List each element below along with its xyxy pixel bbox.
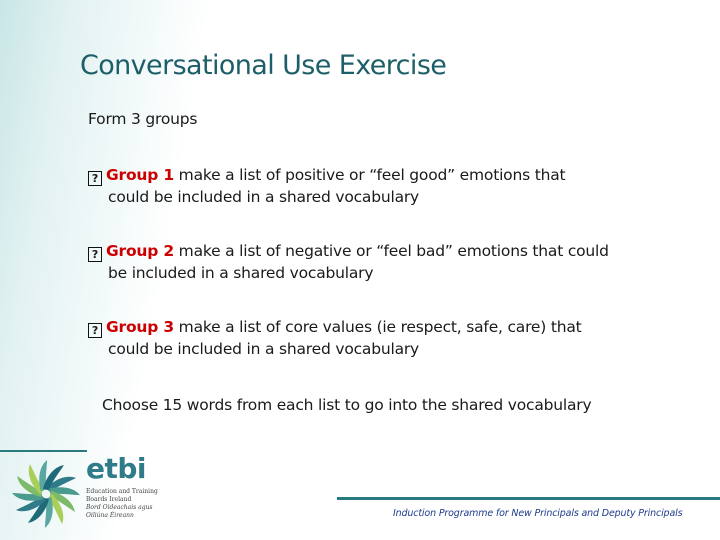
outro-text: Choose 15 words from each list to go into the shared vocabulary	[102, 396, 592, 414]
missing-glyph-icon: ?	[88, 171, 102, 186]
group-3-label: Group 3	[106, 318, 174, 336]
etbi-subtitle	[86, 488, 186, 520]
group-1-label: Group 1	[106, 166, 174, 184]
group-2-text-line2: be included in a shared vocabulary	[108, 264, 374, 282]
missing-glyph-icon: ?	[88, 247, 102, 262]
group-3-text-line1: make a list of core values (ie respect, safe, care) that	[173, 318, 582, 336]
etbi-swirl-logo-icon	[10, 458, 82, 530]
group-2-item	[88, 240, 688, 284]
intro-text: Form 3 groups	[88, 110, 198, 128]
group-2-label: Group 2	[106, 242, 174, 260]
left-accent-rule	[0, 450, 87, 452]
etbi-subtitle-en-1: Education and Training	[86, 488, 158, 495]
slide-title: Conversational Use Exercise	[80, 50, 447, 81]
group-1-text-line2: could be included in a shared vocabulary	[108, 188, 420, 206]
group-1-text-line1: make a list of positive or “feel good” emotions that	[173, 166, 566, 184]
group-2-text-line1: make a list of negative or “feel bad” emotions that could	[173, 242, 609, 260]
etbi-subtitle-ga-1: Bord Oideachais agus	[86, 504, 153, 511]
etbi-subtitle-ga-2: Oiliúna Éireann	[86, 512, 134, 519]
group-3-item	[88, 316, 688, 360]
group-3-text-line2: could be included in a shared vocabulary	[108, 340, 420, 358]
missing-glyph-icon: ?	[88, 323, 102, 338]
footer-accent-rule	[337, 497, 720, 500]
footer-programme-text: Induction Programme for New Principals and Deputy Principals	[393, 508, 683, 519]
group-1-item	[88, 164, 688, 208]
etbi-wordmark: etbi	[86, 452, 147, 485]
etbi-subtitle-en-2: Boards Ireland	[86, 496, 132, 503]
